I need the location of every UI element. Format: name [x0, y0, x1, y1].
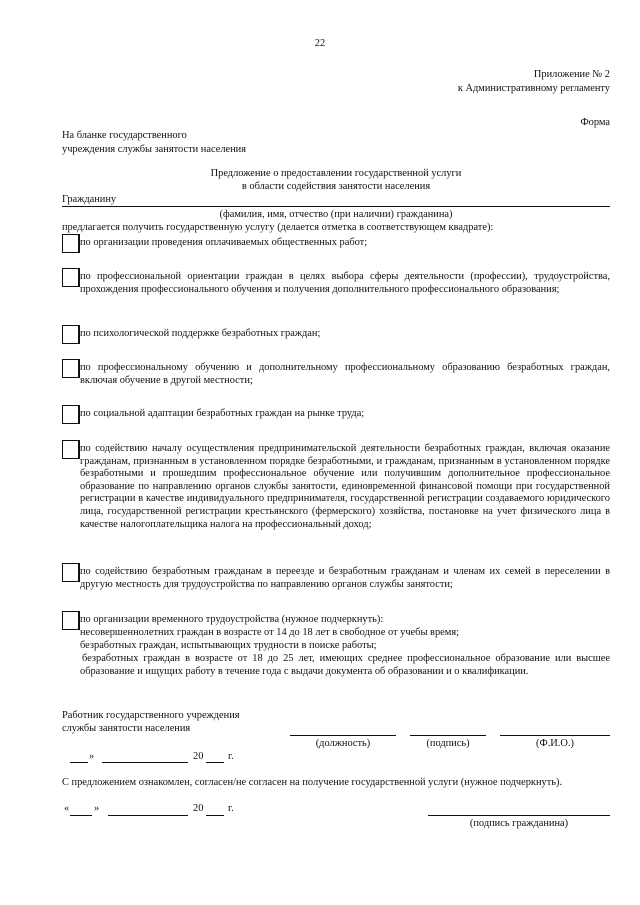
appendix-line-1: Приложение № 2: [533, 69, 610, 80]
checkbox-social-adaptation[interactable]: [62, 405, 80, 424]
temp-minors[interactable]: несовершеннолетних граждан в возрасте от 14 до 18 лет в свободное от учебы время;: [80, 627, 459, 638]
checkbox-psychological-support[interactable]: [62, 325, 80, 344]
title-line-2: в области содействия занятости населения: [241, 181, 431, 192]
date2-day-line[interactable]: [70, 815, 92, 816]
option-career-guidance: по профессиональной ориентации граждан в целях выбора сферы деятельности (профессии), трудоустройства, прохождения профессионального обучения и получения дополнительного профессионального образования;: [80, 271, 610, 295]
issuer-line-1: На бланке государственного: [62, 130, 187, 141]
date2-year-line[interactable]: [206, 815, 224, 816]
date2-year-prefix: 20: [193, 803, 204, 814]
date1-day-line[interactable]: [70, 762, 88, 763]
citizen-name-line[interactable]: [62, 206, 610, 207]
acknowledgement-text: С предложением ознакомлен, согласен/не согласен на получение государственной услуги (нужное подчеркнуть).: [62, 777, 563, 788]
date2-month-line[interactable]: [108, 815, 188, 816]
citizen-label: Гражданину: [62, 194, 117, 205]
fio-line[interactable]: [500, 735, 610, 736]
temp-graduates[interactable]: безработных граждан в возрасте от 18 до 25 лет, имеющих среднее профессиональное образование или высшее образование и ищущих работу в течение года с выдачи документа об образовании и о квалификации.: [80, 653, 610, 677]
option-temporary-employment: по организации временного трудоустройства (нужное подчеркнуть):: [80, 614, 384, 625]
signature-line[interactable]: [410, 735, 486, 736]
fio-caption: (Ф.И.О.): [536, 738, 574, 749]
checkbox-career-guidance[interactable]: [62, 268, 80, 287]
option-psychological-support: по психологической поддержке безработных граждан;: [80, 328, 321, 339]
temp-difficulty[interactable]: безработных граждан, испытывающих трудности в поиске работы;: [80, 640, 377, 651]
position-line[interactable]: [290, 735, 396, 736]
citizen-signature-caption: (подпись гражданина): [469, 818, 569, 829]
offer-intro: предлагается получить государственную услугу (делается отметка в соответствующем квадрате):: [62, 222, 494, 233]
date1-quote: »: [89, 751, 95, 762]
option-entrepreneurship: по содействию началу осуществления предпринимательской деятельности безработных граждан, включая оказание гражданам, признанным в установленном порядке безработными, и гражданам, признанным в установленном порядке безработными и прошедшим профессиональное обучение или получившим дополнительное профессиональное образование по направлению органов службы занятости, единовременной финансовой помощи при государственной регистрации в качестве индивидуального предпринимателя, государственной регистрации создаваемого юридического лица, государственной регистрации крестьянского (фермерского) хозяйства, постановке на учет физического лица в качестве налогоплательщика налога на профессиональный доход;: [80, 443, 610, 530]
citizen-name-caption: (фамилия, имя, отчество (при наличии) гражданина): [219, 209, 453, 220]
checkbox-temporary-employment[interactable]: [62, 611, 80, 630]
page-number: 22: [314, 38, 326, 49]
option-vocational-training: по профессиональному обучению и дополнительному профессиональному образованию безработных граждан, включая обучение в другой местности;: [80, 362, 610, 386]
date2-year-suffix: г.: [228, 803, 234, 814]
form-label: Форма: [580, 117, 610, 128]
issuer-line-2: учреждения службы занятости населения: [62, 144, 247, 155]
worker-line-2: службы занятости населения: [62, 723, 191, 734]
checkbox-paid-public-works[interactable]: [62, 234, 80, 253]
citizen-signature-line[interactable]: [428, 815, 610, 816]
date1-month-line[interactable]: [102, 762, 188, 763]
checkbox-relocation[interactable]: [62, 563, 80, 582]
date1-year-prefix: 20: [193, 751, 204, 762]
title-line-1: Предложение о предоставлении государственной услуги: [210, 168, 462, 179]
date1-year-line[interactable]: [206, 762, 224, 763]
position-caption: (должность): [315, 738, 371, 749]
checkbox-entrepreneurship[interactable]: [62, 440, 80, 459]
option-relocation: по содействию безработным гражданам в переезде и безработным гражданам и членам их семей в переселении в другую местность для трудоустройства по направлению органов службы занятости;: [80, 566, 610, 590]
option-paid-public-works: по организации проведения оплачиваемых общественных работ;: [80, 237, 368, 248]
option-social-adaptation: по социальной адаптации безработных граждан на рынке труда;: [80, 408, 365, 419]
signature-caption: (подпись): [426, 738, 470, 749]
appendix-line-2: к Административному регламенту: [457, 83, 610, 94]
date2-open-quote: «: [64, 803, 70, 814]
worker-line-1: Работник государственного учреждения: [62, 710, 240, 721]
date1-year-suffix: г.: [228, 751, 234, 762]
date2-close-quote: »: [94, 803, 100, 814]
checkbox-vocational-training[interactable]: [62, 359, 80, 378]
